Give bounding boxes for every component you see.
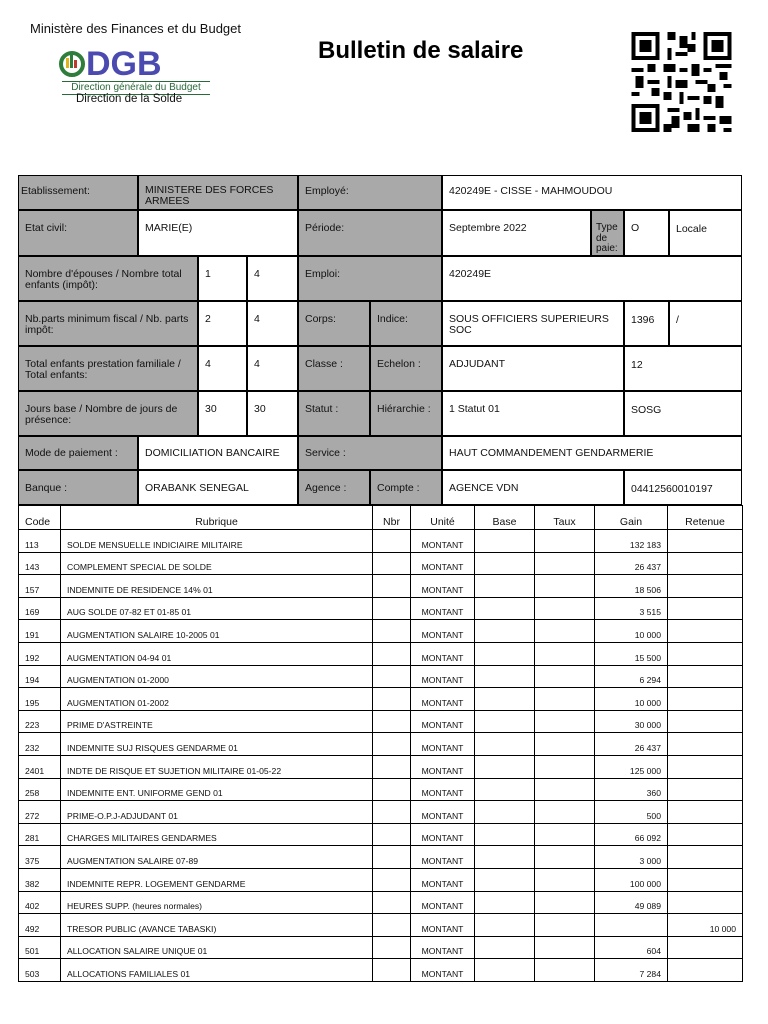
classe-value: ADJUDANT xyxy=(442,346,624,391)
base-cell xyxy=(475,665,535,688)
rubrique-cell: ALLOCATIONS FAMILIALES 01 xyxy=(61,959,373,982)
rubrique-cell: CHARGES MILITAIRES GENDARMES xyxy=(61,823,373,846)
retenue-cell xyxy=(668,959,743,982)
taux-cell xyxy=(535,823,595,846)
retenue-cell xyxy=(668,801,743,824)
taux-cell xyxy=(535,868,595,891)
rubrique-cell: PRIME D'ASTREINTE xyxy=(61,710,373,733)
banque-value: ORABANK SENEGAL xyxy=(138,470,298,505)
taux-cell xyxy=(535,846,595,869)
table-row xyxy=(19,936,743,959)
unite-cell: MONTANT xyxy=(411,778,475,801)
nbr-cell xyxy=(373,755,411,778)
retenue-cell xyxy=(668,620,743,643)
table-row xyxy=(19,620,743,643)
epouses-label: Nombre d'épouses / Nombre total enfants (impôt): xyxy=(18,256,198,301)
nbr-cell xyxy=(373,823,411,846)
nbr-cell xyxy=(373,530,411,553)
epouses-value1: 1 xyxy=(198,256,247,301)
nbr-cell xyxy=(373,868,411,891)
gain-cell: 360 xyxy=(595,778,668,801)
retenue-cell xyxy=(668,575,743,598)
statut-value: 1 Statut 01 xyxy=(442,391,624,436)
employee-info-grid xyxy=(18,175,742,505)
base-cell xyxy=(475,575,535,598)
header-unite: Unité xyxy=(411,506,475,530)
rubrique-cell: AUGMENTATION 01-2000 xyxy=(61,665,373,688)
retenue-cell xyxy=(668,552,743,575)
code-cell: 192 xyxy=(19,642,61,665)
header-taux: Taux xyxy=(535,506,595,530)
enfants-value1: 4 xyxy=(198,346,247,391)
nbr-cell xyxy=(373,552,411,575)
nbr-cell xyxy=(373,642,411,665)
rubrique-cell: HEURES SUPP. (heures normales) xyxy=(61,891,373,914)
table-row xyxy=(19,665,743,688)
retenue-cell xyxy=(668,710,743,733)
taux-cell xyxy=(535,733,595,756)
unite-cell: MONTANT xyxy=(411,552,475,575)
agence-label: Agence : xyxy=(298,470,370,505)
nbr-cell xyxy=(373,936,411,959)
code-cell: 113 xyxy=(19,530,61,553)
enfants-value2: 4 xyxy=(247,346,298,391)
rubrique-cell: INDEMNITE REPR. LOGEMENT GENDARME xyxy=(61,868,373,891)
rubrique-cell: AUG SOLDE 07-82 ET 01-85 01 xyxy=(61,597,373,620)
taux-cell xyxy=(535,642,595,665)
gain-cell: 500 xyxy=(595,801,668,824)
rubrique-cell: TRESOR PUBLIC (AVANCE TABASKI) xyxy=(61,914,373,937)
banque-label: Banque : xyxy=(18,470,138,505)
base-cell xyxy=(475,959,535,982)
code-cell: 143 xyxy=(19,552,61,575)
table-row xyxy=(19,642,743,665)
table-row xyxy=(19,778,743,801)
nbr-cell xyxy=(373,597,411,620)
jours-value2: 30 xyxy=(247,391,298,436)
unite-cell: MONTANT xyxy=(411,733,475,756)
gain-cell: 604 xyxy=(595,936,668,959)
table-row xyxy=(19,688,743,711)
taux-cell xyxy=(535,688,595,711)
unite-cell: MONTANT xyxy=(411,530,475,553)
taux-cell xyxy=(535,575,595,598)
base-cell xyxy=(475,868,535,891)
rubrique-cell: ALLOCATION SALAIRE UNIQUE 01 xyxy=(61,936,373,959)
gain-cell xyxy=(595,914,668,937)
code-cell: 169 xyxy=(19,597,61,620)
retenue-cell xyxy=(668,755,743,778)
nbparts-label: Nb.parts minimum fiscal / Nb. parts impôt: xyxy=(18,301,198,346)
gain-cell: 30 000 xyxy=(595,710,668,733)
gain-cell: 3 515 xyxy=(595,597,668,620)
code-cell: 382 xyxy=(19,868,61,891)
epouses-value2: 4 xyxy=(247,256,298,301)
retenue-cell xyxy=(668,530,743,553)
emploi-label: Emploi: xyxy=(298,256,442,301)
header-retenue: Retenue xyxy=(668,506,743,530)
table-row xyxy=(19,868,743,891)
code-cell: 195 xyxy=(19,688,61,711)
taux-cell xyxy=(535,710,595,733)
base-cell xyxy=(475,778,535,801)
table-row xyxy=(19,552,743,575)
statut-label: Statut : xyxy=(298,391,370,436)
retenue-cell xyxy=(668,891,743,914)
ministry-name: Ministère des Finances et du Budget xyxy=(30,21,242,36)
compte-value: 04412560010197 xyxy=(624,470,742,505)
unite-cell: MONTANT xyxy=(411,959,475,982)
taux-cell xyxy=(535,914,595,937)
code-cell: 223 xyxy=(19,710,61,733)
enfants-label: Total enfants prestation familiale / Total enfants: xyxy=(18,346,198,391)
table-row xyxy=(19,823,743,846)
code-cell: 503 xyxy=(19,959,61,982)
gain-cell: 15 500 xyxy=(595,642,668,665)
nbr-cell xyxy=(373,620,411,643)
table-row xyxy=(19,846,743,869)
base-cell xyxy=(475,688,535,711)
base-cell xyxy=(475,552,535,575)
code-cell: 157 xyxy=(19,575,61,598)
mode-paiement-label: Mode de paiement : xyxy=(18,436,138,470)
nbr-cell xyxy=(373,891,411,914)
echelon-label: Echelon : xyxy=(370,346,442,391)
unite-cell: MONTANT xyxy=(411,823,475,846)
header-gain: Gain xyxy=(595,506,668,530)
nbr-cell xyxy=(373,575,411,598)
etablissement-value: MINISTERE DES FORCES ARMEES xyxy=(138,175,298,210)
gain-cell: 26 437 xyxy=(595,733,668,756)
type-paie-label: Type de paie: xyxy=(591,210,624,256)
retenue-cell xyxy=(668,868,743,891)
gain-cell: 10 000 xyxy=(595,620,668,643)
indice-label: Indice: xyxy=(370,301,442,346)
mode-paiement-value: DOMICILIATION BANCAIRE xyxy=(138,436,298,470)
nbr-cell xyxy=(373,688,411,711)
code-cell: 492 xyxy=(19,914,61,937)
header-nbr: Nbr xyxy=(373,506,411,530)
unite-cell: MONTANT xyxy=(411,801,475,824)
page-title: Bulletin de salaire xyxy=(318,37,524,64)
taux-cell xyxy=(535,755,595,778)
taux-cell xyxy=(535,552,595,575)
retenue-cell xyxy=(668,823,743,846)
retenue-cell xyxy=(668,778,743,801)
base-cell xyxy=(475,936,535,959)
jours-value1: 30 xyxy=(198,391,247,436)
unite-cell: MONTANT xyxy=(411,597,475,620)
corps-value: SOUS OFFICIERS SUPERIEURS SOC xyxy=(442,301,624,346)
nbparts-value2: 4 xyxy=(247,301,298,346)
nbr-cell xyxy=(373,665,411,688)
taux-cell xyxy=(535,530,595,553)
rubrique-cell: AUGMENTATION SALAIRE 07-89 xyxy=(61,846,373,869)
unite-cell: MONTANT xyxy=(411,620,475,643)
taux-cell xyxy=(535,778,595,801)
table-row xyxy=(19,914,743,937)
retenue-cell xyxy=(668,733,743,756)
employe-value: 420249E - CISSE - MAHMOUDOU xyxy=(442,175,742,210)
gain-cell: 6 294 xyxy=(595,665,668,688)
nbr-cell xyxy=(373,710,411,733)
nbparts-value1: 2 xyxy=(198,301,247,346)
emploi-value: 420249E xyxy=(442,256,742,301)
logo-emblem-icon xyxy=(61,53,83,75)
hierarchie-value: SOSG xyxy=(624,391,742,436)
gain-cell: 100 000 xyxy=(595,868,668,891)
etat-civil-value: MARIE(E) xyxy=(138,210,298,256)
code-cell: 191 xyxy=(19,620,61,643)
header-code: Code xyxy=(19,506,61,530)
gain-cell: 18 506 xyxy=(595,575,668,598)
base-cell xyxy=(475,914,535,937)
base-cell xyxy=(475,755,535,778)
etat-civil-label: Etat civil: xyxy=(18,210,138,256)
rubrique-cell: AUGMENTATION 04-94 01 xyxy=(61,642,373,665)
nbr-cell xyxy=(373,733,411,756)
unite-cell: MONTANT xyxy=(411,688,475,711)
taux-cell xyxy=(535,891,595,914)
taux-cell xyxy=(535,959,595,982)
direction-name: Direction de la Solde xyxy=(76,93,183,105)
table-row xyxy=(19,891,743,914)
table-row xyxy=(19,530,743,553)
logo-subtitle: Direction générale du Budget xyxy=(62,81,210,95)
table-row xyxy=(19,959,743,982)
unite-cell: MONTANT xyxy=(411,665,475,688)
gain-cell: 49 089 xyxy=(595,891,668,914)
base-cell xyxy=(475,620,535,643)
code-cell: 375 xyxy=(19,846,61,869)
unite-cell: MONTANT xyxy=(411,868,475,891)
rubrique-cell: PRIME-O.P.J-ADJUDANT 01 xyxy=(61,801,373,824)
unite-cell: MONTANT xyxy=(411,710,475,733)
gain-cell: 26 437 xyxy=(595,552,668,575)
unite-cell: MONTANT xyxy=(411,575,475,598)
corps-label: Corps: xyxy=(298,301,370,346)
base-cell xyxy=(475,891,535,914)
table-row xyxy=(19,755,743,778)
code-cell: 232 xyxy=(19,733,61,756)
retenue-cell xyxy=(668,665,743,688)
taux-cell xyxy=(535,620,595,643)
retenue-cell xyxy=(668,936,743,959)
table-row xyxy=(19,710,743,733)
taux-cell xyxy=(535,665,595,688)
gain-cell: 132 183 xyxy=(595,530,668,553)
retenue-cell xyxy=(668,597,743,620)
base-cell xyxy=(475,846,535,869)
base-cell xyxy=(475,642,535,665)
base-cell xyxy=(475,733,535,756)
rubrique-cell: INDTE DE RISQUE ET SUJETION MILITAIRE 01-05-22 xyxy=(61,755,373,778)
indice-value: 1396 xyxy=(624,301,669,346)
base-cell xyxy=(475,530,535,553)
unite-cell: MONTANT xyxy=(411,846,475,869)
base-cell xyxy=(475,823,535,846)
classe-label: Classe : xyxy=(298,346,370,391)
taux-cell xyxy=(535,801,595,824)
employe-label: Employé: xyxy=(298,175,442,210)
code-cell: 258 xyxy=(19,778,61,801)
table-row xyxy=(19,597,743,620)
retenue-cell xyxy=(668,846,743,869)
gain-cell: 125 000 xyxy=(595,755,668,778)
code-cell: 2401 xyxy=(19,755,61,778)
service-label: Service : xyxy=(298,436,442,470)
base-cell xyxy=(475,710,535,733)
rubrique-cell: SOLDE MENSUELLE INDICIAIRE MILITAIRE xyxy=(61,530,373,553)
header-base: Base xyxy=(475,506,535,530)
header-rubrique: Rubrique xyxy=(61,506,373,530)
base-cell xyxy=(475,597,535,620)
rubrique-cell: INDEMNITE SUJ RISQUES GENDARME 01 xyxy=(61,733,373,756)
rubrique-cell: INDEMNITE DE RESIDENCE 14% 01 xyxy=(61,575,373,598)
nbr-cell xyxy=(373,914,411,937)
unite-cell: MONTANT xyxy=(411,914,475,937)
rubrique-cell: AUGMENTATION 01-2002 xyxy=(61,688,373,711)
base-cell xyxy=(475,801,535,824)
unite-cell: MONTANT xyxy=(411,936,475,959)
gain-cell: 7 284 xyxy=(595,959,668,982)
retenue-cell xyxy=(668,642,743,665)
rubrique-cell: AUGMENTATION SALAIRE 10-2005 01 xyxy=(61,620,373,643)
periode-value: Septembre 2022 xyxy=(442,210,591,256)
indice-separator: / xyxy=(669,301,742,346)
taux-cell xyxy=(535,936,595,959)
hierarchie-label: Hiérarchie : xyxy=(370,391,442,436)
code-cell: 402 xyxy=(19,891,61,914)
code-cell: 272 xyxy=(19,801,61,824)
gain-cell: 10 000 xyxy=(595,688,668,711)
code-cell: 501 xyxy=(19,936,61,959)
compte-label: Compte : xyxy=(370,470,442,505)
etablissement-label: Etablissement: xyxy=(18,175,138,210)
code-cell: 281 xyxy=(19,823,61,846)
retenue-cell xyxy=(668,688,743,711)
nbr-cell xyxy=(373,778,411,801)
periode-label: Période: xyxy=(298,210,442,256)
service-value: HAUT COMMANDEMENT GENDARMERIE xyxy=(442,436,742,470)
agence-value: AGENCE VDN xyxy=(442,470,624,505)
salary-items-table xyxy=(18,505,743,982)
code-cell: 194 xyxy=(19,665,61,688)
nbr-cell xyxy=(373,959,411,982)
rubrique-cell: COMPLEMENT SPECIAL DE SOLDE xyxy=(61,552,373,575)
gain-cell: 3 000 xyxy=(595,846,668,869)
unite-cell: MONTANT xyxy=(411,642,475,665)
table-header-row xyxy=(19,506,743,530)
echelon-value: 12 xyxy=(624,346,742,391)
logo-text: DGB xyxy=(86,45,162,83)
type-paie-value: O xyxy=(624,210,669,256)
taux-cell xyxy=(535,597,595,620)
table-row xyxy=(19,801,743,824)
retenue-cell: 10 000 xyxy=(668,914,743,937)
unite-cell: MONTANT xyxy=(411,891,475,914)
gain-cell: 66 092 xyxy=(595,823,668,846)
nbr-cell xyxy=(373,801,411,824)
table-row xyxy=(19,575,743,598)
jours-label: Jours base / Nombre de jours de présence: xyxy=(18,391,198,436)
qr-code-icon xyxy=(628,32,735,132)
nbr-cell xyxy=(373,846,411,869)
table-row xyxy=(19,733,743,756)
unite-cell: MONTANT xyxy=(411,755,475,778)
rubrique-cell: INDEMNITE ENT. UNIFORME GEND 01 xyxy=(61,778,373,801)
type-paie-locale: Locale xyxy=(669,210,742,256)
